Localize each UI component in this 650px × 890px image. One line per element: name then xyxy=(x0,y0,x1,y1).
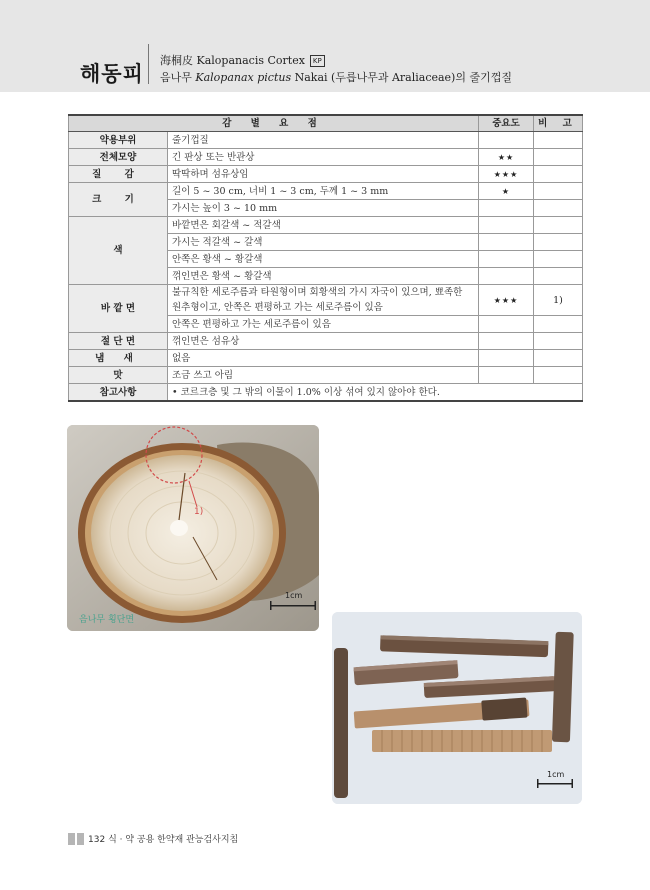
importance-cell xyxy=(479,234,534,251)
importance-cell xyxy=(479,217,534,234)
note-cell xyxy=(534,350,583,367)
origin-line xyxy=(160,69,512,85)
note-cell xyxy=(534,234,583,251)
row-value: 가시는 적갈색 ~ 갈색 xyxy=(168,234,479,251)
photo-caption: 음나무 횡단면 xyxy=(79,615,135,625)
note-cell xyxy=(534,251,583,268)
row-label: 색 xyxy=(69,217,168,285)
note-cell: 1) xyxy=(534,285,583,316)
identification-table xyxy=(68,114,583,402)
note-cell xyxy=(534,333,583,350)
row-label: 참고사항 xyxy=(69,384,168,402)
row-label: 절 단 면 xyxy=(69,333,168,350)
row-value: 긴 판상 또는 반관상 xyxy=(168,149,479,166)
cross-section-image xyxy=(67,425,319,631)
note-cell xyxy=(534,166,583,183)
note-cell xyxy=(534,268,583,285)
table-row xyxy=(69,132,583,149)
hanja-latin-name: 海桐皮 Kalopanacis Cortex xyxy=(160,54,305,67)
note-cell xyxy=(534,132,583,149)
table-row xyxy=(69,350,583,367)
row-value: 바깥면은 회갈색 ~ 적갈색 xyxy=(168,217,479,234)
col-header-importance: 중요도 xyxy=(479,115,534,132)
title-hanja-latin xyxy=(160,52,325,68)
kp-badge: KP xyxy=(310,55,325,67)
note-cell xyxy=(534,149,583,166)
table-row xyxy=(69,217,583,234)
row-value: 꺾인면은 섬유상 xyxy=(168,333,479,350)
row-value: 딱딱하며 섬유상임 xyxy=(168,166,479,183)
row-value: 가시는 높이 3 ~ 10 mm xyxy=(168,200,479,217)
bark-pieces-photo xyxy=(332,612,582,804)
row-label: 질 감 xyxy=(69,166,168,183)
origin-species: Kalopanax pictus xyxy=(195,71,292,84)
footer xyxy=(88,832,238,845)
importance-cell xyxy=(479,367,534,384)
importance-cell: ★★ xyxy=(479,149,534,166)
row-value: 안쪽은 편평하고 가는 세로주름이 있음 xyxy=(168,316,479,333)
row-value: 안쪽은 황색 ~ 황갈색 xyxy=(168,251,479,268)
origin-suffix: Nakai (두릅나무과 Araliaceae)의 줄기껍질 xyxy=(294,71,512,84)
row-label: 크 기 xyxy=(69,183,168,217)
table-row xyxy=(69,367,583,384)
note-cell xyxy=(534,367,583,384)
col-header-points: 감 별 요 점 xyxy=(69,115,479,132)
importance-cell: ★ xyxy=(479,183,534,200)
table-row xyxy=(69,285,583,316)
row-value: • 코르크층 및 그 밖의 이물이 1.0% 이상 섞여 있지 않아야 한다. xyxy=(168,384,583,402)
title-divider xyxy=(148,44,149,84)
row-label: 바 깥 면 xyxy=(69,285,168,333)
row-label: 냄 새 xyxy=(69,350,168,367)
footer-marker xyxy=(77,833,84,845)
note-cell xyxy=(534,200,583,217)
row-value: 줄기껍질 xyxy=(168,132,479,149)
footer-marker xyxy=(68,833,75,845)
importance-cell xyxy=(479,316,534,333)
row-label: 맛 xyxy=(69,367,168,384)
bark-pieces-image xyxy=(332,612,582,804)
scale-label: 1cm xyxy=(285,591,303,600)
row-label: 약용부위 xyxy=(69,132,168,149)
importance-cell xyxy=(479,251,534,268)
note-cell xyxy=(534,316,583,333)
importance-cell xyxy=(479,333,534,350)
table-row xyxy=(69,149,583,166)
book-title: 식 · 약 공용 한약재 관능검사지침 xyxy=(108,835,239,845)
row-label: 전체모양 xyxy=(69,149,168,166)
page-number: 132 xyxy=(88,835,106,845)
importance-cell xyxy=(479,200,534,217)
row-value: 꺾인면은 황색 ~ 황갈색 xyxy=(168,268,479,285)
table-row xyxy=(69,384,583,402)
row-value: 불규칙한 세로주름과 타원형이며 회황색의 가시 자국이 있으며, 뾰족한 원추형이고, 안쪽은 편평하고 가는 세로주름이 있음 xyxy=(168,285,479,316)
importance-cell: ★★★ xyxy=(479,285,534,316)
table-row xyxy=(69,166,583,183)
scale-label: 1cm xyxy=(547,770,565,779)
callout-label: 1) xyxy=(194,507,204,517)
importance-cell xyxy=(479,350,534,367)
table-row xyxy=(69,183,583,200)
note-cell xyxy=(534,183,583,200)
note-cell xyxy=(534,217,583,234)
page-title: 해동피 xyxy=(80,62,144,86)
table-header-row xyxy=(69,115,583,132)
importance-cell xyxy=(479,268,534,285)
col-header-note: 비 고 xyxy=(534,115,583,132)
row-value: 길이 5 ~ 30 cm, 너비 1 ~ 3 cm, 두께 1 ~ 3 mm xyxy=(168,183,479,200)
origin-prefix: 음나무 xyxy=(160,71,192,84)
row-value: 없음 xyxy=(168,350,479,367)
importance-cell xyxy=(479,132,534,149)
cross-section-photo xyxy=(67,425,319,631)
table-row xyxy=(69,333,583,350)
row-value: 조금 쓰고 아림 xyxy=(168,367,479,384)
importance-cell: ★★★ xyxy=(479,166,534,183)
